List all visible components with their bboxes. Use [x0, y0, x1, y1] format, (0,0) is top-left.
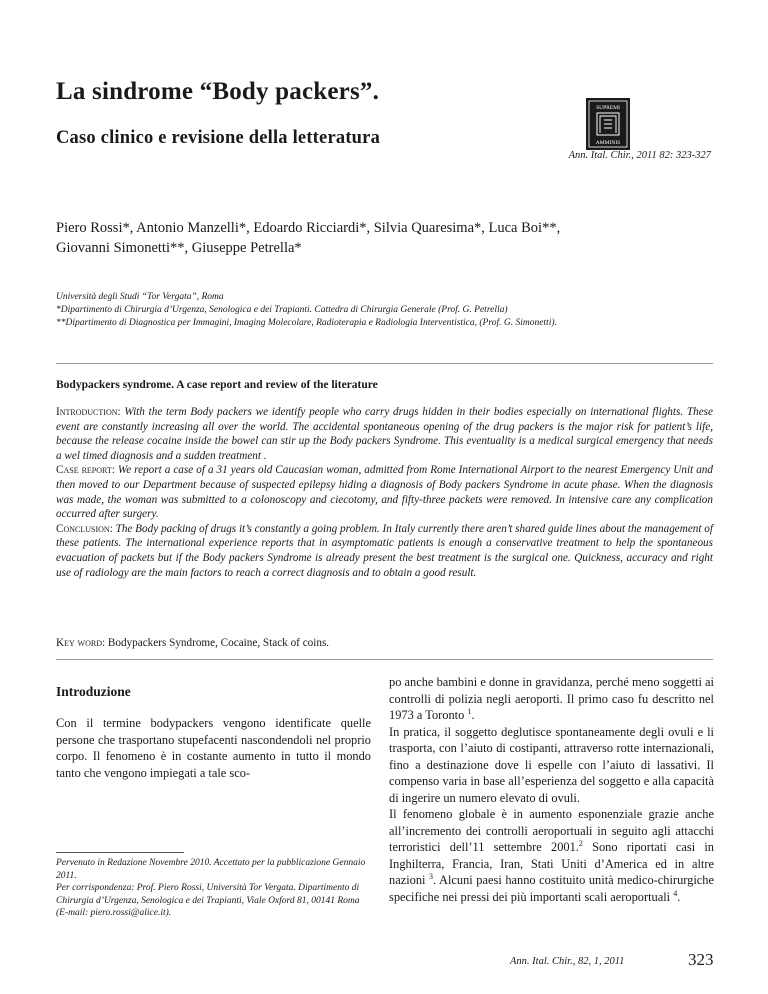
reference-mark: 2 — [578, 838, 583, 848]
affiliations — [56, 291, 736, 330]
journal-logo — [586, 98, 630, 150]
keywords-label: Key word — [56, 637, 102, 649]
paragraph: po anche bambini e donne in gravidanza, perché meno soggetti ai controlli di polizia negli aeroporti. Il primo caso fu descritto nel 1973 a Toronto $^1$. — [389, 675, 714, 722]
abstract-title: Bodypackers syndrome. A case report and review of the literature — [56, 379, 378, 391]
abstract-case-text: We report a case of a 31 years old Caucasian woman, admitted from Rome International Airport to the nearest Emergency Unit and then moved to our Department because of suspected epilepsy hiding a diagnosis of Body packers Syndrome in acute phase. When the diagnosis was made, the woman was submitted to a colonoscopy and ciecotomy, and fifty-three packets were removed. In intensive care any complication occurred after surgery. — [56, 464, 713, 521]
keywords: Key word: Bodypackers Syndrome, Cocaine, Stack of coins. — [56, 637, 330, 649]
paragraph: In pratica, il soggetto deglutisce spontaneamente degli ovuli e li trasporta, con l’aiuto di costipanti, attraverso rotte internazionali, fino a destinazione dove li espelle con l’aiuto di lassativi. Il compenso varia in base all’esperienza del soggetto e alla capacità di ingerire un numero elevato di ovuli. — [389, 724, 714, 805]
abstract-conclusion-text: The Body packing of drugs it’s constantly a going problem. In Italy currently there aren’t shared guide lines about the management of these patients. The international experience reports that in asymptomatic patients is enough a conservative treatment to help the spontaneous evacuation of packets but if the Body packers Syndrome is already present the best treatment is the surgical one. Quickness, accuracy and right use of radiology are the main factors to reach a correct diagnosis and to obtain a good result. — [56, 522, 713, 579]
author-line: Giovanni Simonetti**, Giuseppe Petrella* — [56, 240, 302, 256]
paragraph: Il fenomeno globale è in aumento esponenziale grazie anche all’incremento dei controlli aeroportuali in seguito agli attacchi terroristici dell’11 settembre 2001.$^2$ Sono riportati casi in Inghilterra, Francia, Iran, Stati Uniti d’America ed in altre nazioni $^3$. Alcuni paesi hanno costituito unità medico-chirurgiche specifiche nei pressi dei più importanti scali aeroportuali $^4$. — [389, 807, 714, 904]
divider — [56, 659, 713, 660]
divider — [56, 363, 713, 364]
footnote-divider — [56, 852, 184, 853]
abstract-intro-text: With the term Body packers we identify people who carry drugs hidden in their bodies especially on international flights. These event are constantly increasing all over the world. The accidental spontaneous opening of the drug packers is the major risk for patient’s life, because the release cocaine inside the bowel can stir up the Body packers Syndrome. This eventuality is a medical surgical emergency that needs a wel timed diagnosis and a sudden treatment . — [56, 406, 714, 462]
author-list — [56, 218, 716, 258]
footer-citation: Ann. Ital. Chir., 82, 1, 2011 — [510, 956, 625, 967]
reference-mark: 3 — [429, 871, 434, 881]
abstract-conclusion-label: Conclusion — [56, 522, 110, 535]
reference-mark: 1 — [467, 706, 472, 716]
journal-citation: Ann. Ital. Chir., 2011 82: 323-327 — [568, 150, 711, 161]
abstract-intro-label: Introduction — [56, 406, 118, 418]
affiliation-surgery: *Dipartimento di Chirurgia d’Urgenza, Senologica e dei Trapianti. Cattedra di Chirurgia Generale (Prof. G. Petrella) — [56, 305, 508, 315]
body-column-left: Con il termine bodypackers vengono identificate quelle persone che trasportano stupefacenti nascondendoli nel proprio corpo. Il fenomeno è in costante aumento in tutto il mondo tanto che vengono impiegati a tale sco- — [56, 716, 371, 780]
article-title: La sindrome “Body packers”. — [56, 78, 380, 105]
body-column-right — [389, 674, 714, 905]
footnote-received: Pervenuto in Redazione Novembre 2010. Accettato per la pubblicazione Gennaio 2011. — [56, 858, 366, 881]
page-number: 323 — [688, 950, 714, 969]
abstract: Introduction: With the term Body packers we identify people who carry drugs hidden in their bodies especially on international flights. These event are constantly increasing all over the world. The accidental spontaneous opening of the drug packers is the major risk for patient’s life, because the release cocaine inside the bowel can stir up the Body packers Syndrome. This eventuality is a medical surgical emergency that needs a wel timed diagnosis and a sudden treatment . Case report: We report a case of a 31 years old Caucasian woman, admitted from Rome International Airport to the nearest Emergency Unit and then moved to our Department because of suspected epilepsy hiding a diagnosis of Body packers Syndrome in acute phase. When the diagnosis was made, the woman was submitted to a colonoscopy and ciecotomy, and fifty-three packets were removed. In intensive care any complication occurred after surgery. Conclusion: The Body packing of drugs it’s constantly a going problem. In Italy currently there aren’t shared guide lines about the management of these patients. The international experience reports that in asymptomatic patients is enough a conservative treatment to help the spontaneous evacuation of packets but if the Body packers Syndrome is already present the best treatment is the surgical one. Quickness, accuracy and right use of radiology are the main factors to reach a correct diagnosis and to obtain a good result. — [56, 406, 714, 579]
svg-text:AMMINIS: AMMINIS — [595, 140, 621, 146]
keywords-text: Bodypackers Syndrome, Cocaine, Stack of coins. — [107, 637, 330, 649]
footnote-correspondence: Per corrispondenza: Prof. Piero Rossi, Università Tor Vergata. Dipartimento di Chirurgia d’Urgenza, Senologica e dei Trapianti, Viale Oxford 81, 00141 Roma (E-mail: piero.rossi@alice.it). — [56, 883, 360, 918]
author-line: Piero Rossi*, Antonio Manzelli*, Edoardo Ricciardi*, Silvia Quaresima*, Luca Boi**, — [56, 220, 561, 236]
affiliation-university: Università degli Studi “Tor Vergata”, Roma — [56, 292, 224, 302]
reference-mark: 4 — [673, 888, 678, 898]
article-subtitle: Caso clinico e revisione della letteratura — [56, 128, 381, 148]
footnote — [56, 857, 371, 920]
affiliation-radiology: **Dipartimento di Diagnostica per Immagini, Imaging Molecolare, Radioterapia e Radiologia Interventistica, (Prof. G. Simonetti). — [56, 318, 557, 328]
section-heading: Introduzione — [56, 684, 131, 699]
abstract-case-label: Case report — [56, 464, 112, 477]
svg-text:SUPREMI: SUPREMI — [596, 105, 620, 111]
